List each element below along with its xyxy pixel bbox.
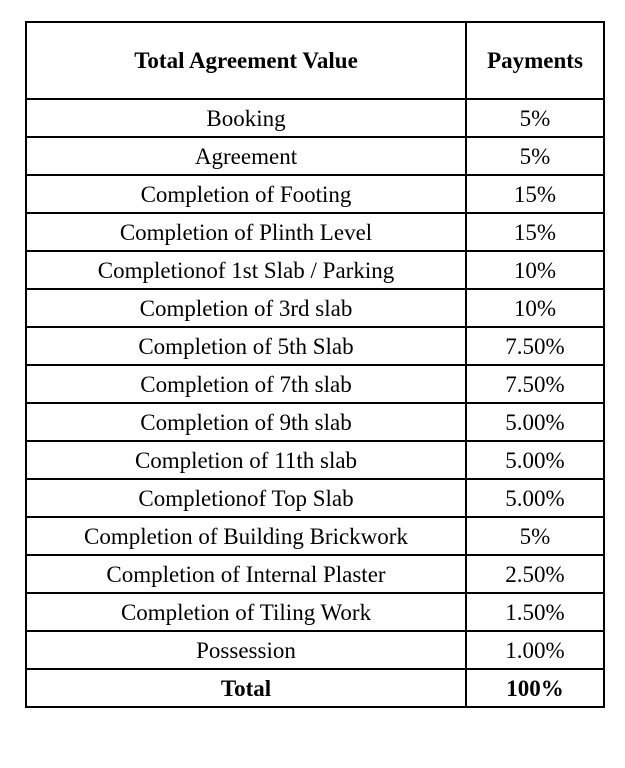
total-value: 100%: [466, 669, 604, 707]
table-row: [26, 289, 604, 327]
stage-cell: Agreement: [26, 137, 466, 175]
stage-cell: Possession: [26, 631, 466, 669]
payment-cell: 10%: [466, 289, 604, 327]
table-row: [26, 403, 604, 441]
table-row: [26, 213, 604, 251]
payment-schedule-table: [25, 21, 605, 708]
table-row: [26, 441, 604, 479]
payment-cell: 5%: [466, 517, 604, 555]
stage-cell: Completionof Top Slab: [26, 479, 466, 517]
payment-cell: 5.00%: [466, 479, 604, 517]
payment-cell: 1.50%: [466, 593, 604, 631]
stage-cell: Completion of Tiling Work: [26, 593, 466, 631]
total-label: Total: [26, 669, 466, 707]
payment-cell: 7.50%: [466, 327, 604, 365]
payment-cell: 7.50%: [466, 365, 604, 403]
stage-cell: Completion of 5th Slab: [26, 327, 466, 365]
header-row: [26, 22, 604, 99]
table-row: [26, 555, 604, 593]
table-row: [26, 479, 604, 517]
table-row: [26, 327, 604, 365]
table-row: [26, 517, 604, 555]
payment-cell: 5%: [466, 99, 604, 137]
stage-cell: Completion of 7th slab: [26, 365, 466, 403]
stage-cell: Completion of Internal Plaster: [26, 555, 466, 593]
payment-column-header: Payments: [466, 22, 604, 99]
stage-cell: Completionof 1st Slab / Parking: [26, 251, 466, 289]
stage-column-header: Total Agreement Value: [26, 22, 466, 99]
payment-cell: 2.50%: [466, 555, 604, 593]
payment-cell: 1.00%: [466, 631, 604, 669]
table-row: [26, 137, 604, 175]
total-row: [26, 669, 604, 707]
stage-cell: Completion of Footing: [26, 175, 466, 213]
stage-cell: Completion of Building Brickwork: [26, 517, 466, 555]
payment-cell: 5.00%: [466, 403, 604, 441]
table-row: [26, 365, 604, 403]
stage-cell: Completion of 3rd slab: [26, 289, 466, 327]
payment-cell: 5.00%: [466, 441, 604, 479]
payment-cell: 5%: [466, 137, 604, 175]
stage-cell: Completion of 9th slab: [26, 403, 466, 441]
table-row: [26, 99, 604, 137]
payment-cell: 10%: [466, 251, 604, 289]
stage-cell: Booking: [26, 99, 466, 137]
payment-cell: 15%: [466, 213, 604, 251]
stage-cell: Completion of Plinth Level: [26, 213, 466, 251]
table-body: [26, 99, 604, 707]
payment-cell: 15%: [466, 175, 604, 213]
table-row: [26, 631, 604, 669]
table-row: [26, 593, 604, 631]
table-row: [26, 175, 604, 213]
stage-cell: Completion of 11th slab: [26, 441, 466, 479]
table-row: [26, 251, 604, 289]
